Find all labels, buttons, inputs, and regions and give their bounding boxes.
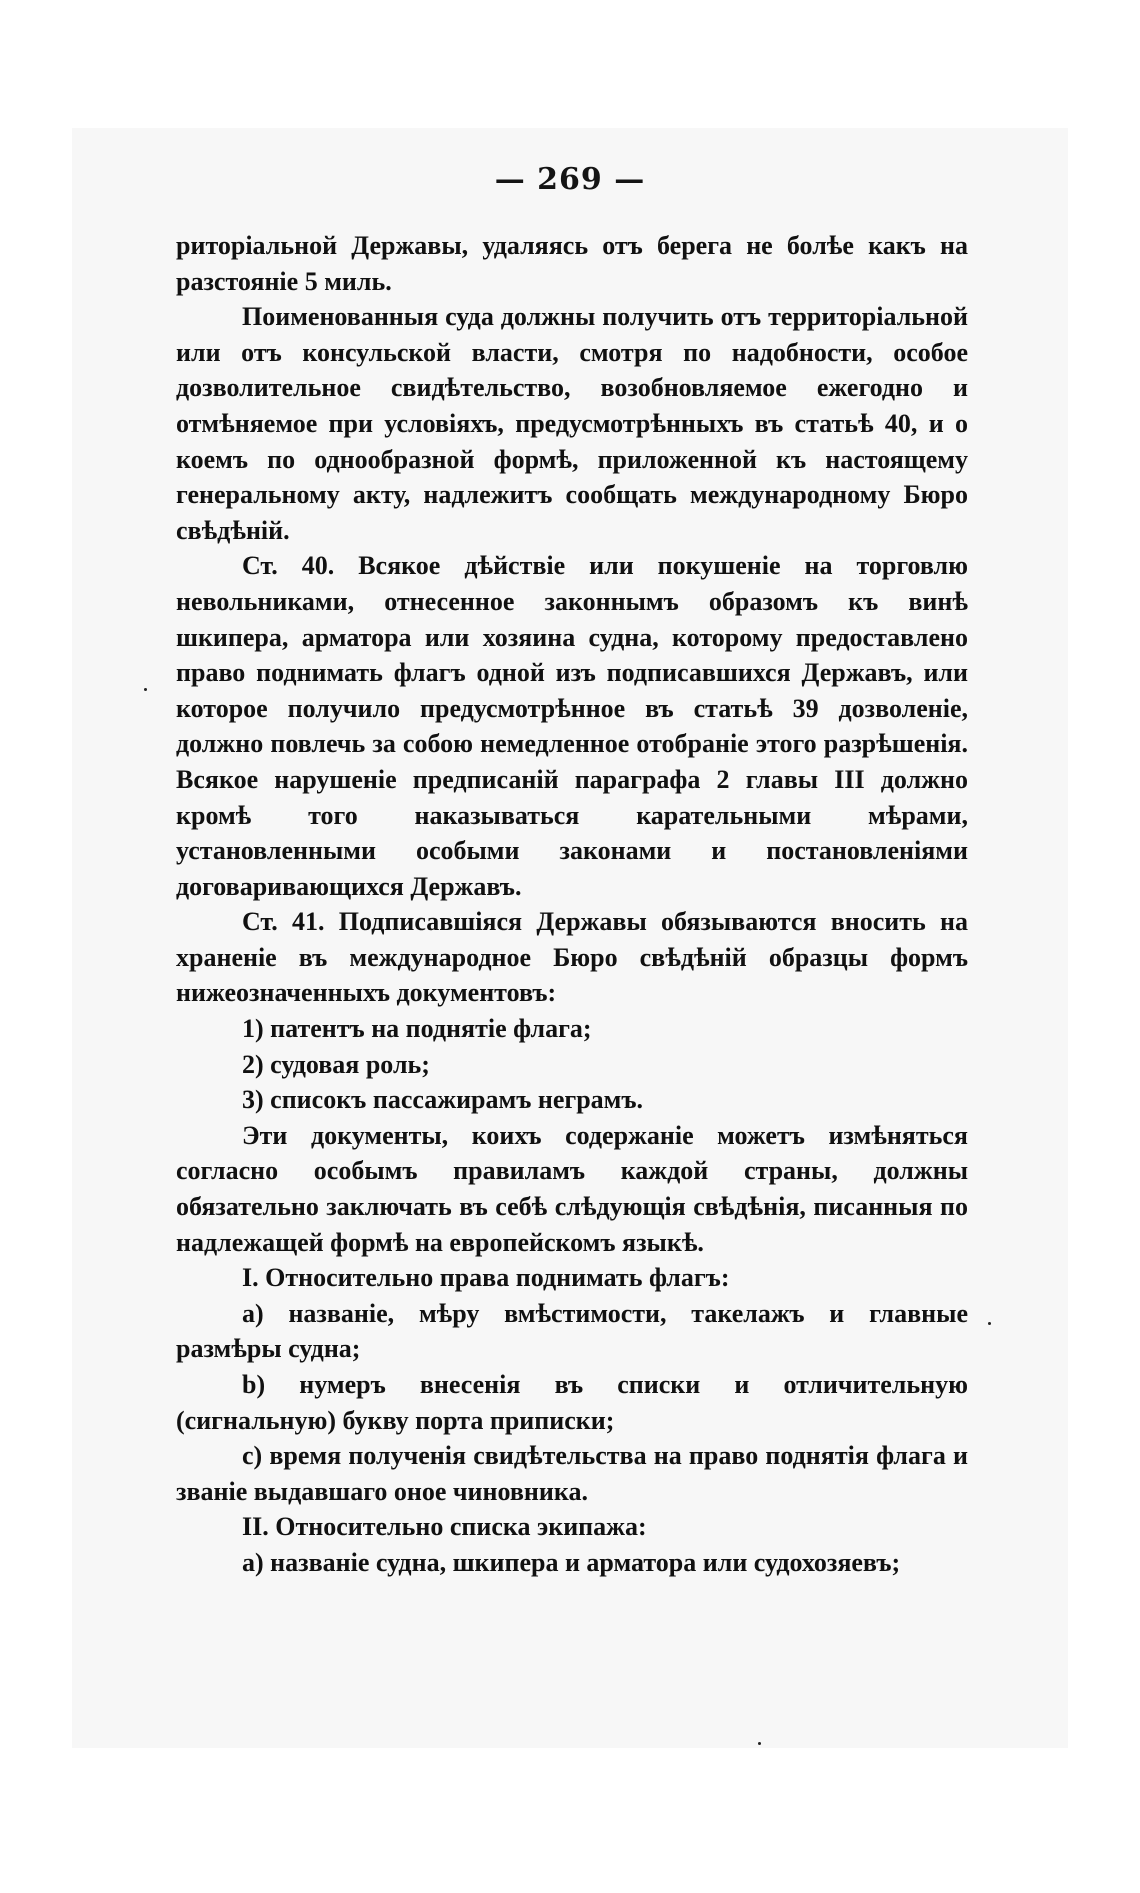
section-heading: II. Относительно списка экипажа: bbox=[242, 1512, 647, 1542]
list-item: 3) списокъ пассажирамъ неграмъ. bbox=[242, 1085, 644, 1115]
page-number: — 269 — bbox=[494, 162, 646, 197]
paragraph: риторіальной Державы, удаляясь отъ берега не болѣе какъ на разстояніе 5 миль. bbox=[176, 231, 968, 296]
list-item: c) время полученія свидѣтельства на право поднятія флага и званіе выдавшаго оное чиновника. bbox=[176, 1441, 968, 1506]
paragraph: Эти документы, коихъ содержаніе можетъ измѣняться согласно особымъ правиламъ каждой страны, должны обязательно заключать въ себѣ слѣдующія свѣдѣнія, писанныя по надлежащей формѣ на европейскомъ языкѣ. bbox=[176, 1120, 968, 1257]
paragraph: Поименованныя суда должны получить отъ территоріальной или отъ консульской власти, смотря по надобности, особое дозволительное свидѣтельство, возобновляемое ежегодно и отмѣняемое при условіяхъ, предусмотрѣнныхъ въ статьѣ 40, и о коемъ по однообразной формѣ, приложенной къ настоящему генеральному акту, надлежитъ сообщать международному Бюро свѣдѣній. bbox=[176, 302, 968, 545]
print-speck bbox=[144, 688, 147, 691]
list-item: а) названіе судна, шкипера и арматора или судохозяевъ; bbox=[242, 1547, 901, 1577]
print-speck bbox=[988, 1322, 991, 1325]
list-item: 2) судовая роль; bbox=[242, 1049, 430, 1079]
article-41: Ст. 41. Подписавшіяся Державы обязываются вносить на храненіе въ международное Бюро свѣдѣній образцы формъ нижеозначенныхъ документовъ: bbox=[176, 907, 968, 1008]
print-speck bbox=[758, 1742, 761, 1745]
article-40: Ст. 40. Всякое дѣйствіе или покушеніе на торговлю невольниками, отнесенное законнымъ образомъ къ винѣ шкипера, арматора или хозяина судна, которому предоставлено право поднимать флагъ одной изъ подписавшихся Державъ, или которое получило предусмотрѣнное въ статьѣ 39 дозволеніе, должно повлечь за собою немедленное отобраніе этого разрѣшенія. Всякое нарушеніе предписаній параграфа 2 главы III должно кромѣ того наказываться карательными мѣрами, установленными особыми законами и постановленіями договаривающихся Державъ. bbox=[176, 551, 968, 901]
list-item: а) названіе, мѣру вмѣстимости, такелажъ и главные размѣры судна; bbox=[176, 1298, 968, 1364]
list-item: 1) патентъ на поднятіе флага; bbox=[242, 1014, 592, 1044]
list-item: b) нумеръ внесенія въ списки и отличительную (сигнальную) букву порта приписки; bbox=[176, 1370, 968, 1435]
page-text bbox=[176, 228, 968, 1581]
section-heading: I. Относительно права поднимать флагъ: bbox=[242, 1263, 730, 1293]
